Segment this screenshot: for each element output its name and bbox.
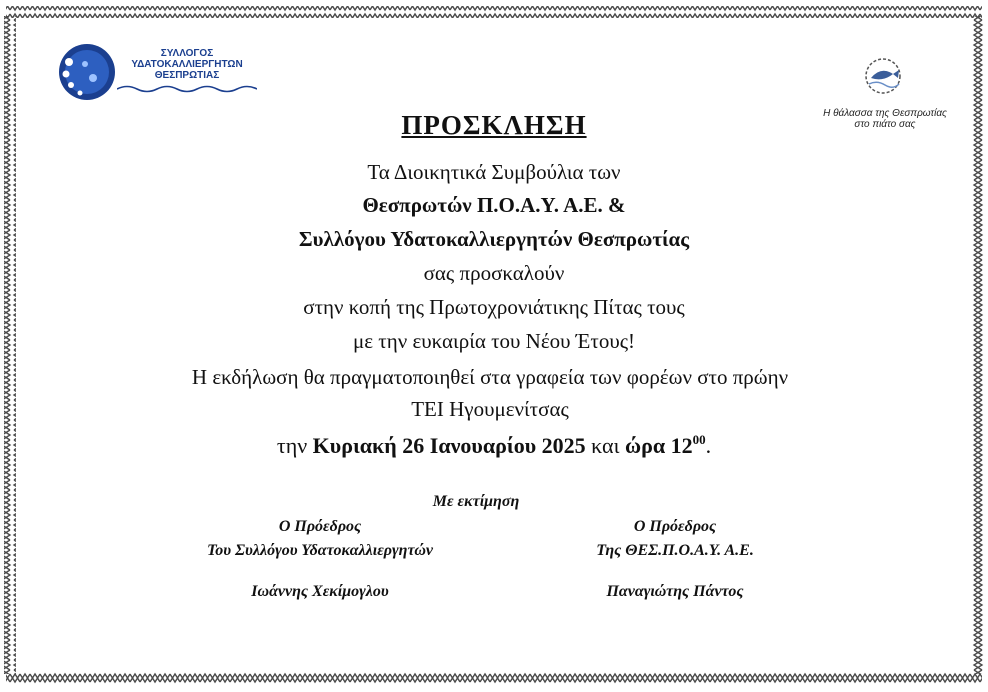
body-line-6: με την ευκαιρία του Νέου Έτους! (352, 329, 636, 353)
wave-underline-icon (117, 84, 257, 94)
left-signer-org: Του Συλλόγου Υδατοκαλλιεργητών (206, 542, 433, 559)
logo-line-3: ΘΕΣΠΡΩΤΙΑΣ (154, 70, 220, 81)
date-end: . (705, 433, 712, 458)
association-logo (55, 40, 255, 110)
date-and: και (591, 433, 620, 458)
event-date: Κυριακή 26 Ιανουαρίου 2025 (312, 433, 586, 458)
regards-text: Με εκτίμηση (432, 493, 520, 510)
event-time-hour: ώρα 12 (625, 433, 693, 458)
date-prefix: την (276, 433, 308, 458)
invitation-title: ΠΡΟΣΚΛΗΣΗ (401, 110, 587, 140)
event-date-line (0, 432, 988, 459)
body-line-8: ΤΕΙ Ηγουμενίτσας (411, 397, 569, 421)
right-signer-org: Της ΘΕΣ.Π.Ο.Α.Υ. Α.Ε. (596, 542, 754, 559)
body-line-5: στην κοπή της Πρωτοχρονιάτικης Πίτας τους (303, 295, 685, 319)
body-line-1: Τα Διοικητικά Συμβούλια των (367, 160, 621, 184)
fish-emblem-icon (863, 56, 903, 96)
event-time (625, 433, 706, 458)
tagline-line-2: στο πιάτο σας (854, 119, 916, 130)
logo-line-1: ΣΥΛΛΟΓΟΣ (160, 48, 214, 59)
event-time-minutes: 00 (692, 432, 706, 447)
association-emblem-icon (55, 40, 119, 104)
right-signer-role: Ο Πρόεδρος (633, 518, 717, 535)
body-line-7: Η εκδήλωση θα πραγματοποιηθεί στα γραφεία των φορέων στο πρώην (191, 365, 789, 389)
body-line-3: Συλλόγου Υδατοκαλλιεργητών Θεσπρωτίας (298, 227, 690, 251)
body-line-2: Θεσπρωτών Π.Ο.Α.Υ. Α.Ε. & (362, 193, 626, 217)
left-signer-name: Ιωάννης Χεκίμογλου (251, 583, 389, 600)
left-signer-role: Ο Πρόεδρος (278, 518, 362, 535)
tagline-line-1: Η θάλασσα της Θεσπρωτίας (823, 108, 947, 119)
body-line-4: σας προσκαλούν (423, 261, 565, 285)
right-signer-name: Παναγιώτης Πάντος (606, 583, 744, 600)
logo-line-2: ΥΔΑΤΟΚΑΛΛΙΕΡΓΗΤΩΝ (131, 59, 243, 70)
